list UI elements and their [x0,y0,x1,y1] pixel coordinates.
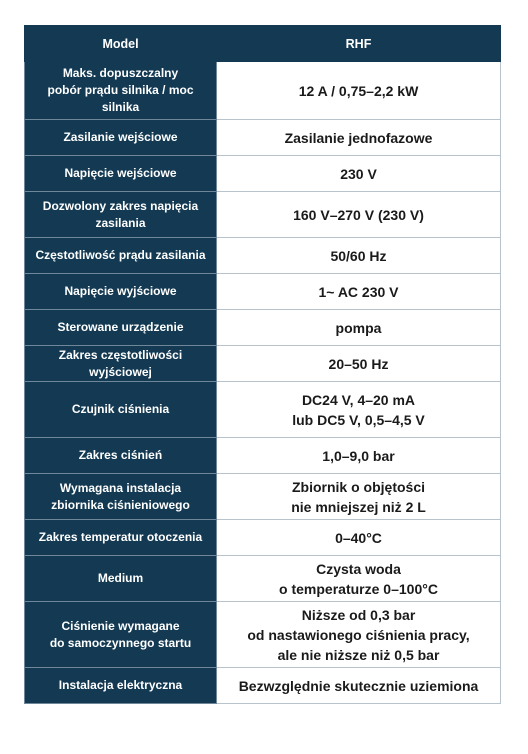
spec-table [24,25,501,704]
row-value [217,520,501,556]
row-value-line: 230 V [340,165,377,182]
row-value-line: 160 V–270 V (230 V) [293,206,424,223]
row-label-line: Sterowane urządzenie [57,320,184,334]
row-value [217,438,501,474]
row-label-line: Napięcie wejściowe [64,166,177,180]
row-value [217,602,501,668]
row-value-line: 50/60 Hz [330,247,387,264]
table-row [25,556,501,602]
row-value-line: 1,0–9,0 bar [322,447,395,464]
row-label [25,156,217,192]
row-value [217,274,501,310]
row-label-line: zbiornika ciśnieniowego [51,497,190,512]
row-value-line: DC24 V, 4–20 mA [301,391,416,408]
row-value-line: pompa [335,319,382,336]
row-label [25,474,217,520]
row-label [25,120,217,156]
row-label [25,520,217,556]
row-value-line: od nastawionego ciśnienia pracy, [247,626,470,643]
row-value [217,238,501,274]
row-label [25,274,217,310]
row-value-line: ale nie niższe niż 0,5 bar [277,646,440,663]
spec-body [25,62,501,704]
table-row [25,602,501,668]
table-row [25,382,501,438]
row-value [217,120,501,156]
row-value [217,310,501,346]
row-label [25,556,217,602]
row-value-line: Bezwzględnie skutecznie uziemiona [238,677,479,694]
row-value [217,668,501,704]
table-row [25,474,501,520]
header-row [25,26,501,62]
row-label-line: Dozwolony zakres napięcia [42,198,199,213]
row-value-line: 0–40°C [335,529,382,546]
table-row [25,310,501,346]
table-row [25,520,501,556]
table-row [25,192,501,238]
table-row [25,274,501,310]
row-label [25,310,217,346]
row-label-line: Częstotliwość prądu zasilania [35,248,206,262]
row-label-line: Maks. dopuszczalny [62,66,179,80]
row-value [217,382,501,438]
row-value [217,556,501,602]
row-value-line: 1~ AC 230 V [318,283,399,300]
row-label-line: Napięcie wyjściowe [64,284,177,298]
row-value-line: nie mniejszej niż 2 L [291,498,426,515]
row-label [25,438,217,474]
table-row [25,62,501,120]
row-value-line: Zasilanie jednofazowe [284,129,433,146]
row-label [25,668,217,704]
row-label-line: Instalacja elektryczna [58,678,183,692]
row-label [25,382,217,438]
row-label [25,62,217,120]
row-label-line: Zakres temperatur otoczenia [38,530,203,544]
row-label-line: Czujnik ciśnienia [71,402,170,416]
row-label-line: pobór prądu silnika / moc silnika [47,83,194,114]
row-label-line: Medium [97,571,144,585]
table-row [25,238,501,274]
row-label-line: Zakres ciśnień [78,448,163,462]
table-row [25,668,501,704]
row-label-line: Ciśnienie wymagane [61,618,180,633]
row-label-line: Zakres częstotliwości wyjściowej [58,347,183,379]
row-value [217,346,501,382]
row-value-line: lub DC5 V, 0,5–4,5 V [292,411,425,428]
row-value [217,474,501,520]
row-label-line: Zasilanie wejściowe [63,130,178,144]
table-row [25,156,501,192]
header-model: Model [25,26,217,62]
table-row [25,346,501,382]
row-value-line: o temperaturze 0–100°C [279,580,438,597]
row-value [217,192,501,238]
row-label [25,192,217,238]
table-row [25,120,501,156]
row-value-line: 12 A / 0,75–2,2 kW [298,82,419,99]
table-row [25,438,501,474]
row-label [25,238,217,274]
row-value-line: Zbiornik o objętości [291,478,425,495]
row-label-line: Wymagana instalacja [59,480,182,495]
row-value [217,62,501,120]
row-label-line: do samoczynnego startu [49,635,192,650]
row-value-line: Czysta woda [316,560,401,577]
row-label [25,346,217,382]
row-value-line: 20–50 Hz [328,355,389,372]
row-value-line: Niższe od 0,3 bar [301,606,416,623]
header-rhf: RHF [217,26,501,62]
row-value [217,156,501,192]
row-label-line: zasilania [95,215,146,230]
row-label [25,602,217,668]
